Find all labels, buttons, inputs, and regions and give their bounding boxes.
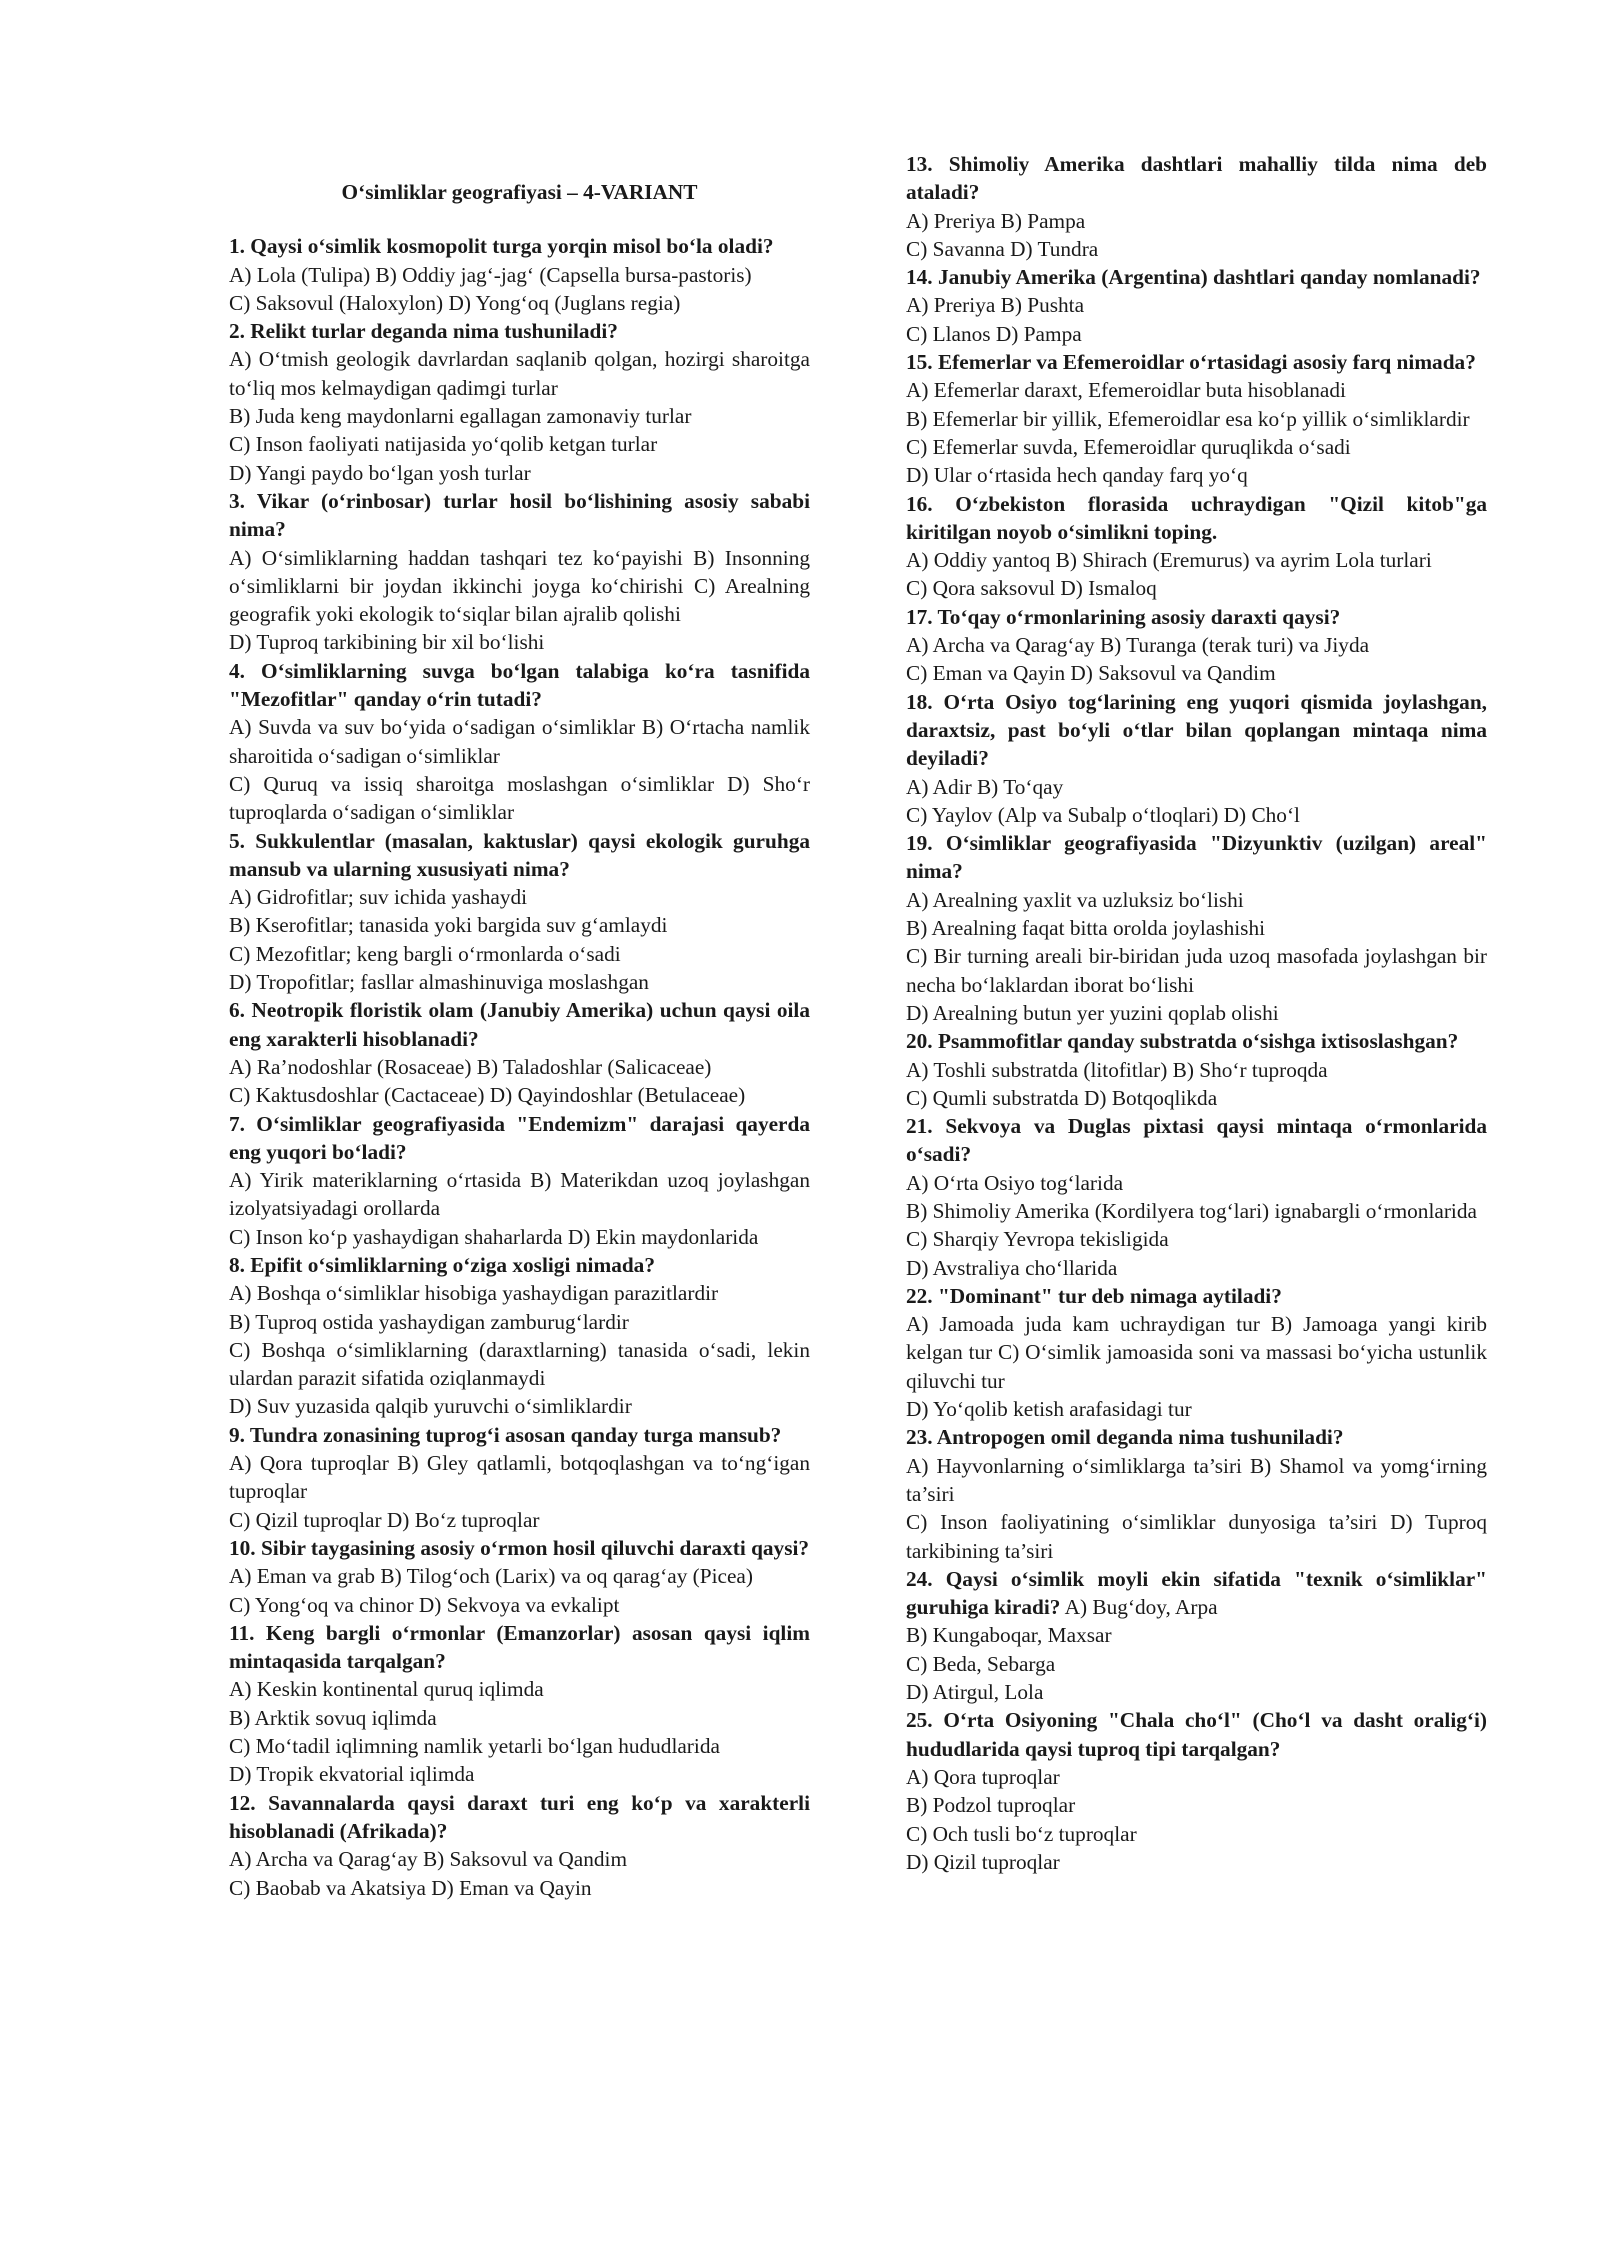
answer-option: B) Efemerlar bir yillik, Efemeroidlar esa ko‘p yillik o‘simliklardir bbox=[906, 406, 1470, 431]
question-block bbox=[229, 1534, 810, 1619]
answer-option: C) Kaktusdoshlar (Cactaceae) D) Qayindoshlar (Betulaceae) bbox=[229, 1083, 746, 1108]
question-label: 24. Qaysi o‘simlik moyli ekin sifatida "texnik o‘simliklar" guruhiga kiradi? bbox=[906, 1566, 1487, 1620]
question-block bbox=[229, 317, 810, 487]
question-block bbox=[229, 487, 810, 657]
question-label: 6. Neotropik floristik olam (Janubiy Amerika) uchun qaysi oila eng xarakterli hisoblanadi? bbox=[229, 998, 810, 1051]
question-block bbox=[229, 657, 810, 827]
answer-option: B) Arealning faqat bitta orolda joylashishi bbox=[906, 916, 1266, 941]
question-label: 21. Sekvoya va Duglas pixtasi qaysi mintaqa o‘rmonlarida o‘sadi? bbox=[906, 1114, 1487, 1167]
question-block bbox=[229, 1789, 810, 1902]
question-text bbox=[229, 1534, 810, 1562]
question-text bbox=[906, 829, 1487, 886]
answer-option: A) Yirik materiklarning o‘rtasida B) Materikdan uzoq joylashgan izolyatsiyadagi orollarda bbox=[229, 1168, 810, 1221]
answer-option: A) Efemerlar daraxt, Efemeroidlar buta hisoblanadi bbox=[906, 378, 1346, 403]
question-label: 9. Tundra zonasining tuprog‘i asosan qanday turga mansub? bbox=[229, 1422, 782, 1447]
answer-option: A) Ra’nodoshlar (Rosaceae) B) Taladoshlar (Salicaceae) bbox=[229, 1054, 712, 1079]
answer-option: A) Suvda va suv bo‘yida o‘sadigan o‘simliklar B) O‘rtacha namlik sharoitida o‘sadigan o‘simliklar bbox=[229, 715, 810, 768]
answer-option: A) Adir B) To‘qay bbox=[906, 774, 1064, 799]
answer-option: C) Inson faoliyati natijasida yo‘qolib ketgan turlar bbox=[229, 432, 658, 457]
question-block bbox=[229, 1251, 810, 1421]
answer-option: A) Arealning yaxlit va uzluksiz bo‘lishi bbox=[906, 887, 1244, 912]
answer-option: B) Kungaboqar, Maxsar bbox=[906, 1623, 1112, 1648]
question-text bbox=[906, 1112, 1487, 1169]
answer-option: A) Jamoada juda kam uchraydigan tur B) Jamoaga yangi kirib kelgan tur C) O‘simlik jamoasida soni va massasi bo‘yicha ustunlik qiluvchi tur bbox=[906, 1312, 1487, 1393]
answer-option: D) Ular o‘rtasida hech qanday farq yo‘q bbox=[906, 463, 1248, 488]
question-block bbox=[906, 1282, 1487, 1423]
question-text bbox=[906, 348, 1487, 376]
answer-option: D) Avstraliya cho‘llarida bbox=[906, 1255, 1118, 1280]
question-label: 8. Epifit o‘simliklarning o‘ziga xosligi nimada? bbox=[229, 1252, 655, 1277]
question-label: 23. Antropogen omil deganda nima tushuniladi? bbox=[906, 1425, 1344, 1450]
answer-option: C) Baobab va Akatsiya D) Eman va Qayin bbox=[229, 1875, 592, 1900]
answer-option: B) Arktik sovuq iqlimda bbox=[229, 1705, 437, 1730]
question-label: 1. Qaysi o‘simlik kosmopolit turga yorqin misol bo‘la oladi? bbox=[229, 234, 774, 259]
answer-option: A) Qora tuproqlar B) Gley qatlamli, botqoqlashgan va to‘ng‘igan tuproqlar bbox=[229, 1451, 810, 1504]
question-block bbox=[229, 1110, 810, 1251]
question-label: 14. Janubiy Amerika (Argentina) dashtlari qanday nomlanadi? bbox=[906, 265, 1481, 290]
answer-option: A) O‘rta Osiyo tog‘larida bbox=[906, 1170, 1124, 1195]
question-text bbox=[229, 1789, 810, 1846]
answer-option: C) Boshqa o‘simliklarning (daraxtlarning) tanasida o‘sadi, lekin ulardan parazit sifatida oziqlanmaydi bbox=[229, 1337, 810, 1391]
question-label: 25. O‘rta Osiyoning "Chala cho‘l" (Cho‘l va dasht oralig‘i) hududlarida qaysi tuproq tipi tarqalgan? bbox=[906, 1708, 1487, 1761]
question-text bbox=[906, 1027, 1487, 1055]
answer-option: D) Qizil tuproqlar bbox=[906, 1849, 1060, 1874]
answer-option: D) Suv yuzasida qalqib yuruvchi o‘simliklardir bbox=[229, 1394, 632, 1419]
question-block bbox=[906, 1027, 1487, 1112]
answer-option: A) Hayvonlarning o‘simliklarga ta’siri B) Shamol va yomg‘irning ta’siri bbox=[906, 1453, 1487, 1506]
question-label: 4. O‘simliklarning suvga bo‘lgan talabiga ko‘ra tasnifida "Mezofitlar" qanday o‘rin tutadi? bbox=[229, 658, 810, 712]
question-label: 7. O‘simliklar geografiyasida "Endemizm" darajasi qayerda eng yuqori bo‘ladi? bbox=[229, 1111, 810, 1164]
question-block bbox=[906, 1112, 1487, 1282]
question-label: 10. Sibir taygasining asosiy o‘rmon hosil qiluvchi daraxti qaysi? bbox=[229, 1535, 810, 1560]
question-label: 5. Sukkulentlar (masalan, kaktuslar) qaysi ekologik guruhga mansub va ularning xususiyati nima? bbox=[229, 828, 810, 881]
answer-option: C) Qizil tuproqlar D) Bo‘z tuproqlar bbox=[229, 1507, 540, 1532]
answer-option: D) Tuproq tarkibining bir xil bo‘lishi bbox=[229, 630, 545, 655]
question-label: 18. O‘rta Osiyo tog‘larining eng yuqori qismida joylashgan, daraxtsiz, past bo‘yli o‘tlar bilan qoplangan mintaqa nima deyiladi? bbox=[906, 689, 1487, 771]
question-label: 12. Savannalarda qaysi daraxt turi eng ko‘p va xarakterli hisoblanadi (Afrikada)? bbox=[229, 1790, 810, 1843]
answer-option: C) Saksovul (Haloxylon) D) Yong‘oq (Juglans regia) bbox=[229, 290, 681, 315]
question-block bbox=[229, 996, 810, 1109]
question-text bbox=[229, 1110, 810, 1167]
answer-option: A) Archa va Qarag‘ay B) Saksovul va Qandim bbox=[229, 1847, 628, 1872]
question-text bbox=[906, 490, 1487, 547]
question-label: 17. To‘qay o‘rmonlarining asosiy daraxti qaysi? bbox=[906, 604, 1341, 629]
question-label: 19. O‘simliklar geografiyasida "Dizyunktiv (uzilgan) areal" nima? bbox=[906, 831, 1487, 884]
question-block bbox=[906, 263, 1487, 348]
question-text bbox=[906, 603, 1487, 631]
left-column bbox=[229, 178, 810, 1902]
answer-option: A) O‘simliklarning haddan tashqari tez ko‘payishi B) Insonning o‘simliklarni bir joydan ikkinchi joyga ko‘chirishi C) Arealning geografik yoki ekologik to‘siqlar bilan ajralib qolishi bbox=[229, 545, 810, 627]
answer-option: C) Quruq va issiq sharoitga moslashgan o‘simliklar D) Sho‘r tuproqlarda o‘sadigan o‘simliklar bbox=[229, 771, 810, 825]
question-block bbox=[229, 232, 810, 317]
answer-option: C) Mo‘tadil iqlimning namlik yetarli bo‘lgan hududlarida bbox=[229, 1734, 720, 1759]
question-text bbox=[906, 1282, 1487, 1310]
question-text bbox=[906, 1565, 1487, 1622]
question-text bbox=[906, 150, 1487, 207]
question-text bbox=[229, 1421, 810, 1449]
right-column bbox=[906, 150, 1487, 1876]
answer-option: A) Eman va grab B) Tilog‘och (Larix) va oq qarag‘ay (Picea) bbox=[229, 1564, 753, 1589]
answer-option: A) Boshqa o‘simliklar hisobiga yashaydigan parazitlardir bbox=[229, 1281, 719, 1306]
question-text bbox=[229, 487, 810, 544]
question-text bbox=[229, 827, 810, 884]
answer-option: B) Podzol tuproqlar bbox=[906, 1793, 1076, 1818]
answer-option: C) Sharqiy Yevropa tekisligida bbox=[906, 1227, 1169, 1252]
answer-option: A) Keskin kontinental quruq iqlimda bbox=[229, 1677, 544, 1702]
question-text bbox=[906, 688, 1487, 773]
answer-option: B) Tuproq ostida yashaydigan zamburug‘lardir bbox=[229, 1309, 629, 1334]
question-text bbox=[229, 232, 810, 260]
question-text bbox=[906, 263, 1487, 291]
question-block bbox=[906, 348, 1487, 489]
answer-option: A) Archa va Qarag‘ay B) Turanga (terak turi) va Jiyda bbox=[906, 633, 1370, 658]
answer-option: A) Qora tuproqlar bbox=[906, 1764, 1060, 1789]
question-block bbox=[906, 688, 1487, 829]
answer-option: C) Eman va Qayin D) Saksovul va Qandim bbox=[906, 661, 1276, 686]
question-text bbox=[229, 1251, 810, 1279]
question-label: 22. "Dominant" tur deb nimaga aytiladi? bbox=[906, 1283, 1282, 1308]
answer-option: C) Yaylov (Alp va Subalp o‘tloqlari) D) Cho‘l bbox=[906, 802, 1300, 827]
answer-option: C) Beda, Sebarga bbox=[906, 1651, 1056, 1676]
question-block bbox=[229, 827, 810, 997]
answer-option: A) Gidrofitlar; suv ichida yashaydi bbox=[229, 885, 528, 910]
answer-option: C) Efemerlar suvda, Efemeroidlar quruqlikda o‘sadi bbox=[906, 434, 1351, 459]
question-label: 3. Vikar (o‘rinbosar) turlar hosil bo‘lishining asosiy sababi nima? bbox=[229, 488, 810, 542]
answer-option: A) O‘tmish geologik davrlardan saqlanib qolgan, hozirgi sharoitga to‘liq mos kelmaydigan qadimgi turlar bbox=[229, 347, 810, 400]
question-block bbox=[229, 1421, 810, 1534]
answer-option: C) Savanna D) Tundra bbox=[906, 236, 1099, 261]
question-block bbox=[906, 603, 1487, 688]
answer-option: A) Preriya B) Pushta bbox=[906, 293, 1085, 318]
answer-option: C) Qumli substratda D) Botqoqlikda bbox=[906, 1085, 1218, 1110]
question-label: 13. Shimoliy Amerika dashtlari mahalliy tilda nima deb ataladi? bbox=[906, 152, 1487, 205]
question-label: 20. Psammofitlar qanday substratda o‘sishga ixtisoslashgan? bbox=[906, 1029, 1459, 1054]
question-text bbox=[229, 657, 810, 714]
answer-option: D) Tropik ekvatorial iqlimda bbox=[229, 1762, 475, 1787]
question-label: 15. Efemerlar va Efemeroidlar o‘rtasidagi asosiy farq nimada? bbox=[906, 350, 1476, 375]
question-text bbox=[906, 1423, 1487, 1451]
answer-option: B) Kserofitlar; tanasida yoki bargida suv g‘amlaydi bbox=[229, 913, 668, 938]
answer-option: D) Yangi paydo bo‘lgan yosh turlar bbox=[229, 460, 531, 485]
answer-option: D) Tropofitlar; fasllar almashinuviga moslashgan bbox=[229, 970, 649, 995]
answer-option: A) Preriya B) Pampa bbox=[906, 208, 1086, 233]
answer-option: D) Atirgul, Lola bbox=[906, 1680, 1044, 1705]
answer-option: A) Toshli substratda (litofitlar) B) Sho‘r tuproqda bbox=[906, 1057, 1328, 1082]
question-block bbox=[906, 1423, 1487, 1564]
answer-option: D) Arealning butun yer yuzini qoplab olishi bbox=[906, 1000, 1279, 1025]
answer-option: C) Bir turning areali bir-biridan juda uzoq masofada joylashgan bir necha bo‘laklardan iborat bo‘lishi bbox=[906, 944, 1487, 997]
question-block bbox=[906, 490, 1487, 603]
question-text bbox=[906, 1706, 1487, 1763]
question-label: 2. Relikt turlar deganda nima tushuniladi? bbox=[229, 319, 618, 344]
answer-option: C) Inson faoliyatining o‘simliklar dunyosiga ta’siri D) Tuproq tarkibining ta’siri bbox=[906, 1510, 1487, 1563]
question-list-right bbox=[906, 150, 1487, 1876]
answer-option: A) Bug‘doy, Arpa bbox=[1060, 1595, 1218, 1620]
page-title: O‘simliklar geografiyasi – 4-VARIANT bbox=[341, 180, 698, 204]
answer-option: B) Shimoliy Amerika (Kordilyera tog‘lari) ignabargli o‘rmonlarida bbox=[906, 1198, 1477, 1223]
answer-option: A) Oddiy yantoq B) Shirach (Eremurus) va ayrim Lola turlari bbox=[906, 548, 1432, 573]
answer-option: C) Inson ko‘p yashaydigan shaharlarda D) Ekin maydonlarida bbox=[229, 1224, 759, 1249]
question-block bbox=[229, 1619, 810, 1789]
question-text bbox=[229, 1619, 810, 1676]
question-block bbox=[906, 1565, 1487, 1706]
answer-option: A) Lola (Tulipa) B) Oddiy jag‘-jag‘ (Capsella bursa-pastoris) bbox=[229, 262, 752, 287]
answer-option: C) Llanos D) Pampa bbox=[906, 321, 1082, 346]
answer-option: C) Och tusli bo‘z tuproqlar bbox=[906, 1821, 1137, 1846]
question-block bbox=[906, 1706, 1487, 1876]
answer-option: B) Juda keng maydonlarni egallagan zamonaviy turlar bbox=[229, 404, 692, 429]
question-text bbox=[229, 317, 810, 345]
question-label: 16. O‘zbekiston florasida uchraydigan "Qizil kitob"ga kiritilgan noyob o‘simlikni toping. bbox=[906, 491, 1487, 544]
question-block bbox=[906, 150, 1487, 263]
answer-option: C) Mezofitlar; keng bargli o‘rmonlarda o‘sadi bbox=[229, 941, 621, 966]
question-block bbox=[906, 829, 1487, 1027]
question-list-left bbox=[229, 232, 810, 1902]
question-text bbox=[229, 996, 810, 1053]
question-label: 11. Keng bargli o‘rmonlar (Emanzorlar) asosan qaysi iqlim mintaqasida tarqalgan? bbox=[229, 1620, 810, 1674]
answer-option: C) Yong‘oq va chinor D) Sekvoya va evkalipt bbox=[229, 1592, 620, 1617]
answer-option: D) Yo‘qolib ketish arafasidagi tur bbox=[906, 1397, 1192, 1422]
answer-option: C) Qora saksovul D) Ismaloq bbox=[906, 576, 1157, 601]
